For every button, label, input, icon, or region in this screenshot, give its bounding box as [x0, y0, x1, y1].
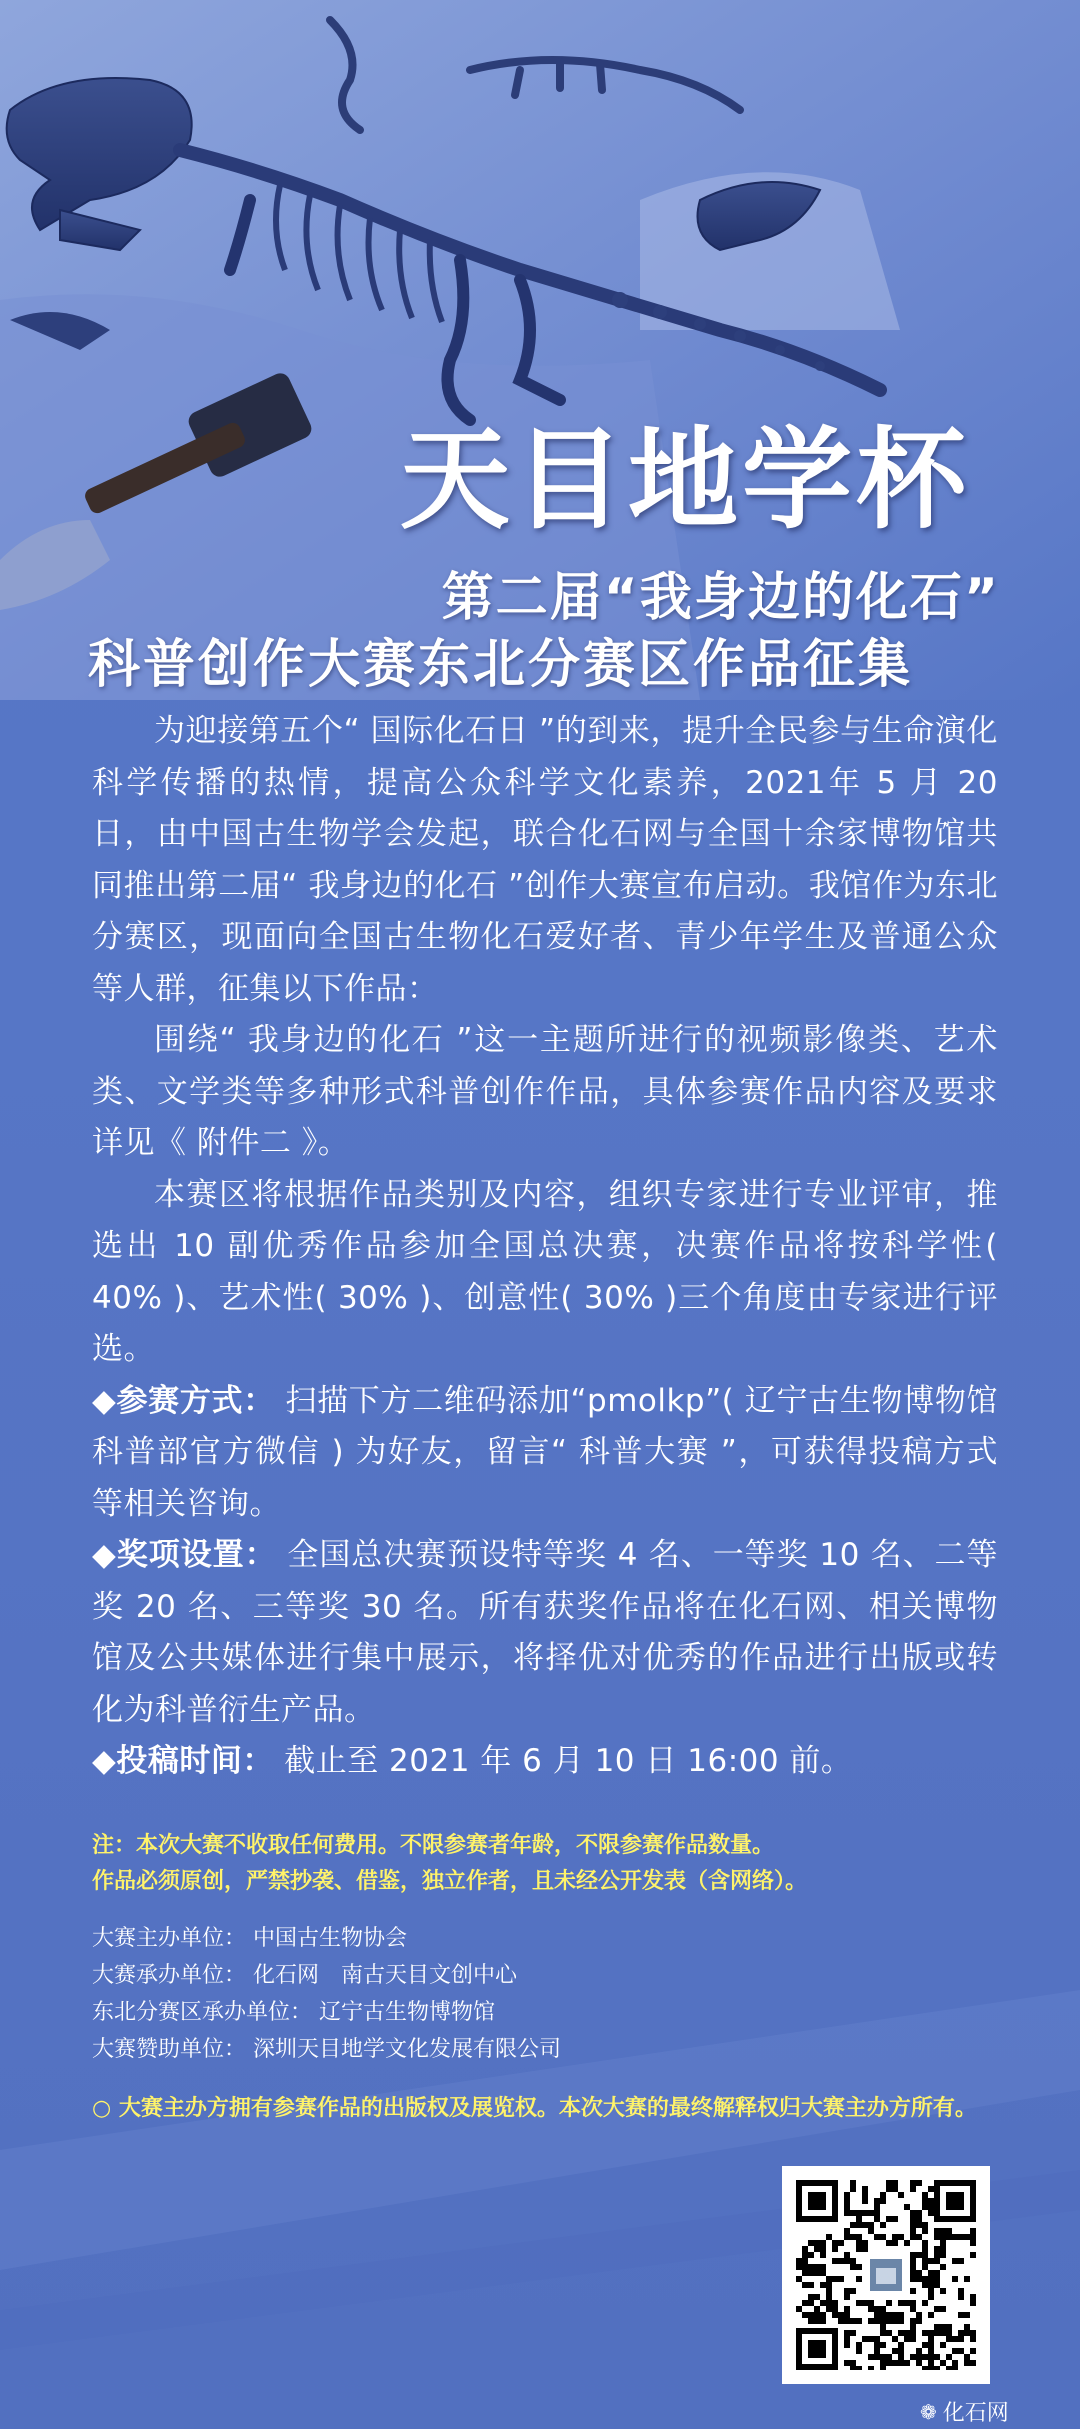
- note-block: [92, 1828, 1012, 1900]
- wechat-icon: ❁: [920, 2399, 937, 2424]
- organizer-name: 中国古生物协会: [253, 1926, 408, 1951]
- item-label: ◆奖项设置：: [92, 1537, 277, 1573]
- organizer-role: 大赛赞助单位：: [92, 2037, 247, 2062]
- item-label: ◆投稿时间：: [92, 1743, 274, 1779]
- page-title: 天目地学杯: [400, 416, 970, 544]
- organizers-list: [92, 1920, 1012, 2068]
- organizer-role: 东北分赛区承办单位：: [92, 2000, 313, 2025]
- organizer-row: [92, 1957, 1012, 1994]
- organizer-role: 大赛主办单位：: [92, 1926, 247, 1951]
- qr-code-icon[interactable]: [782, 2166, 990, 2384]
- watermark-text: 化石网: [942, 2401, 1009, 2426]
- organizer-name: 化石网 南古天目文创中心: [253, 1963, 518, 1988]
- hero-banner: [0, 0, 1080, 700]
- item-text: 截止至 2021 年 6 月 10 日 16:00 前。: [284, 1743, 853, 1779]
- item-text: 扫描下方二维码添加“pmolkp”( 辽宁古生物博物馆科普部官方微信 ) 为好友，留言“ 科普大赛 ”，可获得投稿方式等相关咨询。: [92, 1382, 998, 1522]
- organizer-role: 大赛承办单位：: [92, 1963, 247, 1988]
- subtitle-region: 科普创作大赛东北分赛区作品征集: [88, 635, 914, 695]
- paragraph-intro: 为迎接第五个“ 国际化石日 ”的到来，提升全民参与生命演化科学传播的热情，提高公众科学文化素养，2021年 5 月 20 日，由中国古生物学会发起，联合化石网与全国十余家博物馆共同推出第二届“ 我身边的化石 ”创作大赛宣布启动。我馆作为东北分赛区，现面向全国古生物化石爱好者、青少年学生及普通公众等人群，征集以下作品：: [92, 713, 998, 1007]
- item-participation: [92, 1376, 998, 1531]
- announcement-body: [92, 706, 998, 1788]
- rights-statement: ○ 大赛主办方拥有参赛作品的出版权及展览权。本次大赛的最终解释权归大赛主办方所有。: [92, 2096, 977, 2121]
- organizer-row: [92, 1994, 1012, 2031]
- organizer-row: [92, 1920, 1012, 1957]
- item-label: ◆参赛方式：: [92, 1382, 275, 1419]
- paragraph-judging: 本赛区将根据作品类别及内容，组织专家进行专业评审，推选出 10 副优秀作品参加全国总决赛，决赛作品将按科学性( 40% )、艺术性( 30% )、创意性( 30% )三个角度由专家进行评选。: [92, 1176, 998, 1367]
- organizer-name: 辽宁古生物博物馆: [319, 2000, 496, 2025]
- item-deadline: [92, 1736, 998, 1788]
- note-line: 注：本次大赛不收取任何费用。不限参赛者年龄，不限参赛作品数量。: [92, 1833, 775, 1858]
- item-text: 全国总决赛预设特等奖 4 名、一等奖 10 名、二等奖 20 名、三等奖 30 名。所有获奖作品将在化石网、相关博物馆及公共媒体进行集中展示，将择优对优秀的作品进行出版或转化为科普衍生产品。: [92, 1537, 998, 1728]
- subtitle-edition: 第二届“我身边的化石”: [441, 568, 1000, 628]
- paragraph-theme: 围绕“ 我身边的化石 ”这一主题所进行的视频影像类、艺术类、文学类等多种形式科普创作作品，具体参赛作品内容及要求详见《 附件二 》。: [92, 1022, 998, 1161]
- item-awards: [92, 1530, 998, 1736]
- watermark: [920, 2396, 1009, 2427]
- organizer-name: 深圳天目地学文化发展有限公司: [253, 2037, 562, 2062]
- note-line: 作品必须原创，严禁抄袭、借鉴，独立作者，且未经公开发表（含网络）。: [92, 1869, 808, 1894]
- organizer-row: [92, 2031, 1012, 2068]
- qr-code-pattern: [796, 2180, 976, 2370]
